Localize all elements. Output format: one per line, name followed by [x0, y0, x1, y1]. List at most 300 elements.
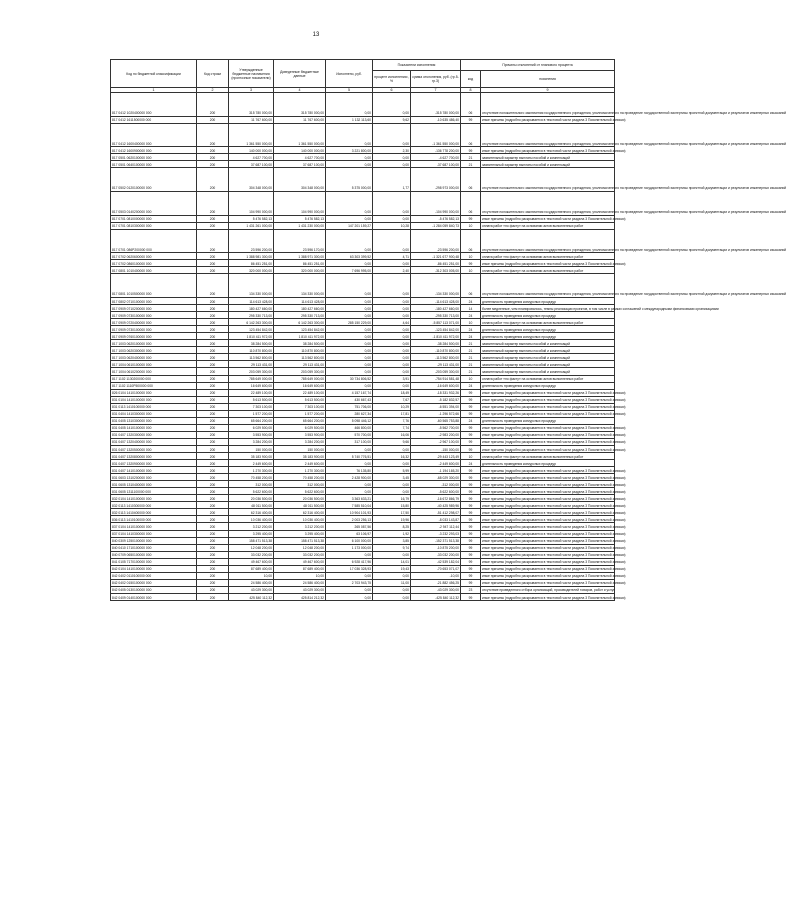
percent-cell: 19,96 — [373, 516, 411, 523]
deviation-cell: -29 443 123,49 — [411, 453, 461, 460]
percent-cell: 18,49 — [373, 389, 411, 396]
page-number: 13 — [312, 32, 320, 38]
row-code-cell: 200 — [197, 312, 229, 319]
col-num: 3 — [229, 88, 274, 93]
kbk-cell: 832 0113 1410300000 000 — [111, 502, 197, 509]
table-row — [111, 215, 615, 222]
deviation-cell: -180 427 660,00 — [411, 305, 461, 312]
reason-code-cell: 99 — [461, 438, 481, 445]
reason-code-cell: 99 — [461, 565, 481, 572]
percent-cell: 11,00 — [373, 579, 411, 586]
reason-code-cell: 99 — [461, 389, 481, 396]
brought-cell: 785 649 000,00 — [274, 375, 326, 382]
reason-cell: иные причины (подробно раскрывается в текстовой части раздела 3 Пояснительной записки) — [481, 474, 615, 481]
row-code-cell: 200 — [197, 116, 229, 123]
executed-cell: 1 173 000,00 — [326, 544, 373, 551]
table-row — [111, 253, 615, 260]
brought-cell: 65 664 200,00 — [274, 417, 326, 424]
table-row — [111, 123, 615, 147]
row-code-cell: 200 — [197, 565, 229, 572]
table-row — [111, 312, 615, 319]
reason-cell: отсутствие положительного заключения государственного учреждения, уполномоченного на проведение государственной экспертизы проектной документации и результатов инженерных изысканий — [481, 123, 615, 147]
row-code-cell: 200 — [197, 586, 229, 593]
approved-cell: 110 870 800,00 — [229, 347, 274, 354]
reason-cell: оплата работ «по факту» на основании актов выполненных работ — [481, 253, 615, 260]
percent-cell: 9,66 — [373, 438, 411, 445]
executed-cell: 4 157 167,74 — [326, 389, 373, 396]
brought-cell: 37 687 100,00 — [274, 161, 326, 168]
brought-cell: 43 029 300,00 — [274, 586, 326, 593]
deviation-cell: -3 232 293,03 — [411, 530, 461, 537]
kbk-cell: 817 0909 0720400000 000 — [111, 319, 197, 326]
percent-cell: 4,71 — [373, 253, 411, 260]
brought-cell: 10,00 — [274, 572, 326, 579]
table-row — [111, 389, 615, 396]
executed-cell: 0,00 — [326, 382, 373, 389]
approved-cell: 180 427 660,00 — [229, 305, 274, 312]
kbk-cell: 831 0605 1310400000 000 — [111, 481, 197, 488]
brought-cell: 48 011 500,00 — [274, 502, 326, 509]
reason-code-cell: 99 — [461, 431, 481, 438]
col-num: 1 — [111, 88, 197, 93]
reason-cell: заявительный характер выплаты пособий и компенсаций — [481, 347, 615, 354]
row-code-cell: 200 — [197, 516, 229, 523]
reason-code-cell: 06 — [461, 191, 481, 215]
brought-cell: 87 689 400,00 — [274, 565, 326, 572]
table-row — [111, 382, 615, 389]
reason-cell: иные причины (подробно раскрывается в текстовой части раздела 3 Пояснительной записки) — [481, 445, 615, 452]
deviation-cell: -40 425 989,96 — [411, 502, 461, 509]
reason-cell: оплата работ «по факту» на основании актов выполненных работ — [481, 375, 615, 382]
table-row — [111, 593, 615, 600]
table-row — [111, 467, 615, 474]
reason-cell: длительность проведения конкурсных процедур — [481, 333, 615, 340]
brought-cell: 86 451 251,00 — [274, 260, 326, 267]
executed-cell: 0,00 — [326, 123, 373, 147]
deviation-cell: -2 967 100,00 — [411, 438, 461, 445]
reason-code-cell: 21 — [461, 154, 481, 161]
reason-code-cell: 24 — [461, 297, 481, 304]
executed-cell: 430 667,43 — [326, 396, 373, 403]
row-code-cell: 200 — [197, 340, 229, 347]
kbk-cell: 836 0113 1410100000 000 — [111, 516, 197, 523]
row-code-cell: 200 — [197, 253, 229, 260]
reason-cell: заявительный характер выплаты пособий и компенсаций — [481, 368, 615, 375]
row-code-cell: 200 — [197, 93, 229, 117]
brought-cell: 104 990 000,00 — [274, 191, 326, 215]
executed-cell: 63 303 399,52 — [326, 253, 373, 260]
brought-cell: 49 467 600,00 — [274, 558, 326, 565]
row-code-cell: 200 — [197, 453, 229, 460]
approved-cell: 150 000,00 — [229, 445, 274, 452]
table-row — [111, 147, 615, 154]
reason-code-cell: 10 — [461, 222, 481, 229]
kbk-cell: 817 0412 1611500000 000 — [111, 116, 197, 123]
reason-code-cell: 99 — [461, 424, 481, 431]
percent-cell: 0,00 — [373, 333, 411, 340]
reason-cell: длительность проведения конкурсных процедур — [481, 417, 615, 424]
approved-cell: 7 303 100,00 — [229, 403, 274, 410]
reason-cell: иные причины (подробно раскрывается в текстовой части раздела 3 Пояснительной записки) — [481, 410, 615, 417]
reason-code-cell: 99 — [461, 467, 481, 474]
deviation-cell: -1 194 165,20 — [411, 467, 461, 474]
kbk-cell: 831 0407 1410100000 000 — [111, 467, 197, 474]
row-code-cell: 200 — [197, 361, 229, 368]
col-num: 5 — [326, 88, 373, 93]
row-code-cell: 200 — [197, 424, 229, 431]
executed-cell: 1 132 113,60 — [326, 116, 373, 123]
kbk-cell: 832 0113 1410400000 000 — [111, 509, 197, 516]
executed-cell: 3 221 800,00 — [326, 147, 373, 154]
approved-cell: 315 780 000,00 — [229, 93, 274, 117]
approved-cell: 12 048 200,00 — [229, 544, 274, 551]
percent-cell: 0,00 — [373, 382, 411, 389]
deviation-cell: -68 029 300,00 — [411, 474, 461, 481]
reason-cell: длительность проведения конкурсных процедур — [481, 312, 615, 319]
brought-cell: 12 048 200,00 — [274, 544, 326, 551]
reason-code-cell: 06 — [461, 123, 481, 147]
percent-cell: 0,00 — [373, 326, 411, 333]
percent-cell: 0,00 — [373, 191, 411, 215]
reason-code-cell: 23 — [461, 586, 481, 593]
deviation-cell: -29 113 431,00 — [411, 361, 461, 368]
approved-cell: 312 000,00 — [229, 481, 274, 488]
reason-code-cell: 99 — [461, 403, 481, 410]
brought-cell: 320 000 000,00 — [274, 267, 326, 274]
kbk-cell: 826 0104 1410100000 000 — [111, 389, 197, 396]
row-code-cell: 200 — [197, 147, 229, 154]
executed-cell: 0,00 — [326, 572, 373, 579]
row-code-cell: 200 — [197, 460, 229, 467]
row-code-cell: 200 — [197, 579, 229, 586]
kbk-cell: 817 1003 0620300000 000 — [111, 347, 197, 354]
brought-cell: 5 622 600,00 — [274, 488, 326, 495]
table-row — [111, 161, 615, 168]
approved-cell: 35 183 900,00 — [229, 453, 274, 460]
kbk-cell: 817 1102 1130200000 000 — [111, 375, 197, 382]
table-row — [111, 453, 615, 460]
brought-cell: 11 767 600,00 — [274, 116, 326, 123]
deviation-cell: -114 613 428,00 — [411, 297, 461, 304]
reason-code-cell: 24 — [461, 460, 481, 467]
percent-cell: 0,00 — [373, 347, 411, 354]
approved-cell: 1 270 300,00 — [229, 467, 274, 474]
deviation-cell: -136 778 200,00 — [411, 147, 461, 154]
row-code-cell: 200 — [197, 438, 229, 445]
reason-cell: более медленные, чем планировалось, темпы реализации проектов, в том числе в рамках соглашений с международными финансовыми организациями — [481, 305, 615, 312]
approved-cell: 65 664 200,00 — [229, 417, 274, 424]
table-row — [111, 403, 615, 410]
header-kbk: Код по бюджетной классификации — [111, 60, 197, 88]
table-row — [111, 516, 615, 523]
approved-cell: 785 649 000,00 — [229, 375, 274, 382]
reason-code-cell: 24 — [461, 333, 481, 340]
percent-cell: 0,00 — [373, 297, 411, 304]
approved-cell: 16 649 600,00 — [229, 382, 274, 389]
percent-cell: 9,62 — [373, 116, 411, 123]
row-code-cell: 200 — [197, 558, 229, 565]
deviation-cell: -60 565 753,88 — [411, 417, 461, 424]
reason-cell: иные причины (подробно раскрывается в текстовой части раздела 3 Пояснительной записки) — [481, 147, 615, 154]
executed-cell: 0,00 — [326, 586, 373, 593]
percent-cell: 1,92 — [373, 530, 411, 537]
row-code-cell: 200 — [197, 333, 229, 340]
table-row — [111, 229, 615, 253]
table-row — [111, 154, 615, 161]
deviation-cell: -10 875 200,00 — [411, 544, 461, 551]
brought-cell: 304 348 000,00 — [274, 168, 326, 192]
executed-cell: 0,00 — [326, 305, 373, 312]
budget-execution-table — [110, 59, 786, 601]
approved-cell: 123 454 842,00 — [229, 326, 274, 333]
percent-cell: 0,00 — [373, 445, 411, 452]
table-row — [111, 222, 615, 229]
brought-cell: 24 586 400,00 — [274, 579, 326, 586]
executed-cell: 0,00 — [326, 229, 373, 253]
deviation-cell: -10,00 — [411, 572, 461, 579]
brought-cell: 134 330 000,00 — [274, 274, 326, 298]
executed-cell: 5 098 446,12 — [326, 417, 373, 424]
kbk-cell: 831 0104 1410100000 000 — [111, 396, 197, 403]
percent-cell: 0,00 — [373, 586, 411, 593]
executed-cell: 7 585 510,04 — [326, 502, 373, 509]
percent-cell: 7,74 — [373, 424, 411, 431]
reason-cell: оплата работ «по факту» на основании актов выполненных работ — [481, 453, 615, 460]
executed-cell: 0,00 — [326, 191, 373, 215]
table-row — [111, 333, 615, 340]
reason-cell: оплата работ «по факту» на основании актов выполненных работ — [481, 222, 615, 229]
approved-cell: 38 284 500,00 — [229, 340, 274, 347]
executed-cell: 76 135,80 — [326, 467, 373, 474]
reason-cell: отсутствие проведенного отбора организаций, производителей товаров, работ и услуг — [481, 586, 615, 593]
executed-cell: 265 087,56 — [326, 523, 373, 530]
brought-cell: 1 361 550 000,00 — [274, 123, 326, 147]
reason-cell: оплата работ «по факту» на основании актов выполненных работ — [481, 267, 615, 274]
brought-cell: 425 814 212,32 — [274, 593, 326, 600]
deviation-cell: -37 687 100,00 — [411, 161, 461, 168]
deviation-cell: -152 371 513,38 — [411, 537, 461, 544]
reason-cell: отсутствие положительного заключения государственного учреждения, уполномоченного на проведение государственной экспертизы проектной документации и результатов инженерных изысканий — [481, 93, 615, 117]
deviation-cell: -43 029 300,00 — [411, 586, 461, 593]
reason-cell: иные причины (подробно раскрывается в текстовой части раздела 3 Пояснительной записки) — [481, 502, 615, 509]
percent-cell: 0,00 — [373, 93, 411, 117]
executed-cell: 0,00 — [326, 326, 373, 333]
deviation-cell: -86 451 251,00 — [411, 260, 461, 267]
row-code-cell: 200 — [197, 467, 229, 474]
reason-cell: иные причины (подробно раскрывается в текстовой части раздела 3 Пояснительной записки) — [481, 260, 615, 267]
header-reasons-group: Причины отклонений от планового процента — [461, 60, 615, 71]
brought-cell: 5 476 582,13 — [274, 215, 326, 222]
brought-cell: 6 142 263 300,00 — [274, 319, 326, 326]
reason-cell: заявительный характер выплаты пособий и компенсаций — [481, 354, 615, 361]
brought-cell: 4 627 700,00 — [274, 154, 326, 161]
table-row — [111, 572, 615, 579]
table-row — [111, 502, 615, 509]
deviation-cell: -123 454 842,00 — [411, 326, 461, 333]
table-row — [111, 509, 615, 516]
approved-cell: 1 431 261 000,00 — [229, 222, 274, 229]
table-row — [111, 340, 615, 347]
row-code-cell: 200 — [197, 215, 229, 222]
percent-cell: 5,99 — [373, 467, 411, 474]
deviation-cell: -1 361 550 000,00 — [411, 123, 461, 147]
deviation-cell: -150 000,00 — [411, 445, 461, 452]
table-row — [111, 260, 615, 267]
kbk-cell: 817 0909 0760100000 000 — [111, 333, 197, 340]
deviation-cell: -315 780 000,00 — [411, 93, 461, 117]
header-indicators-group: Показатели исполнения — [373, 60, 461, 71]
row-code-cell: 200 — [197, 191, 229, 215]
deviation-cell: -33 032 200,00 — [411, 551, 461, 558]
executed-cell: 285 150 229,00 — [326, 319, 373, 326]
kbk-cell: 831 0605 1311100000 000 — [111, 488, 197, 495]
executed-cell: 2 428 900,00 — [326, 474, 373, 481]
kbk-cell: 817 0501 0640100000 000 — [111, 161, 197, 168]
header-deviation: сумма отклонения, руб. (гр.5-гр.3) — [411, 71, 461, 88]
kbk-cell: 817 0909 0730100000 000 — [111, 312, 197, 319]
deviation-cell: -21 882 456,25 — [411, 579, 461, 586]
reason-code-cell: 99 — [461, 523, 481, 530]
table-row — [111, 191, 615, 215]
percent-cell: 0,00 — [373, 593, 411, 600]
percent-cell: 2,40 — [373, 267, 411, 274]
reason-code-cell: 99 — [461, 530, 481, 537]
reason-cell: отсутствие положительного заключения государственного учреждения, уполномоченного на проведение государственной экспертизы проектной документации и результатов инженерных изысканий — [481, 168, 615, 192]
row-code-cell: 200 — [197, 161, 229, 168]
percent-cell: 0,00 — [373, 154, 411, 161]
row-code-cell: 200 — [197, 297, 229, 304]
executed-cell: 6 928 417,96 — [326, 558, 373, 565]
percent-cell: 0,00 — [373, 361, 411, 368]
approved-cell: 1 810 411 972,00 — [229, 333, 274, 340]
executed-cell: 466 800,00 — [326, 424, 373, 431]
reason-code-cell: 06 — [461, 93, 481, 117]
percent-cell: 2,30 — [373, 147, 411, 154]
percent-cell: 19,43 — [373, 565, 411, 572]
table-row — [111, 297, 615, 304]
executed-cell: 3 363 633,21 — [326, 495, 373, 502]
brought-cell: 295 330 713,00 — [274, 312, 326, 319]
percent-cell: 0,00 — [373, 274, 411, 298]
reason-cell: иные причины (подробно раскрывается в текстовой части раздела 3 Пояснительной записки) — [481, 544, 615, 551]
deviation-cell: -2 983 200,00 — [411, 431, 461, 438]
deviation-cell: -8 033 143,87 — [411, 516, 461, 523]
kbk-cell: 831 0407 1320400000 000 — [111, 438, 197, 445]
percent-cell: 3,45 — [373, 474, 411, 481]
percent-cell: 14,01 — [373, 558, 411, 565]
kbk-cell: 817 0801 1010400000 000 — [111, 267, 197, 274]
kbk-cell: 841 0105 7170100000 000 — [111, 558, 197, 565]
percent-cell: 1,77 — [373, 168, 411, 192]
reason-code-cell: 10 — [461, 267, 481, 274]
brought-cell: 33 032 200,00 — [274, 551, 326, 558]
reason-code-cell: 24 — [461, 326, 481, 333]
row-code-cell: 200 — [197, 319, 229, 326]
kbk-cell: 842 0402 0150100000 000 — [111, 579, 197, 586]
kbk-cell: 831 0404 1410300000 000 — [111, 410, 197, 417]
table-row — [111, 361, 615, 368]
reason-code-cell: 99 — [461, 396, 481, 403]
brought-cell: 1 577 200,00 — [274, 410, 326, 417]
table-row — [111, 410, 615, 417]
deviation-cell: -16 672 866,79 — [411, 495, 461, 502]
table-row — [111, 305, 615, 312]
percent-cell: 0,00 — [373, 572, 411, 579]
reason-cell: иные причины (подробно раскрывается в текстовой части раздела 3 Пояснительной записки) — [481, 481, 615, 488]
kbk-cell: 817 0702 0860100000 000 — [111, 260, 197, 267]
reason-code-cell: 10 — [461, 253, 481, 260]
executed-cell: 30 734 806,52 — [326, 375, 373, 382]
percent-cell: 17,81 — [373, 410, 411, 417]
reason-code-cell: 21 — [461, 354, 481, 361]
reason-code-cell: 06 — [461, 168, 481, 192]
reason-code-cell: 99 — [461, 579, 481, 586]
executed-cell: 0,00 — [326, 481, 373, 488]
deviation-cell: -23 596 200,00 — [411, 229, 461, 253]
reason-cell: длительность проведения конкурсных процедур — [481, 326, 615, 333]
kbk-cell: 831 0405 1310300000 000 — [111, 417, 197, 424]
table-row — [111, 481, 615, 488]
percent-cell: 0,00 — [373, 340, 411, 347]
kbk-cell: 831 0407 1320500000 000 — [111, 445, 197, 452]
percent-cell: 0,00 — [373, 215, 411, 222]
deviation-cell: -2 947 112,44 — [411, 523, 461, 530]
reason-cell: иные причины (подробно раскрывается в текстовой части раздела 3 Пояснительной записки) — [481, 516, 615, 523]
approved-cell: 5 613 500,00 — [229, 396, 274, 403]
reason-cell: иные причины (подробно раскрывается в текстовой части раздела 3 Пояснительной записки) — [481, 558, 615, 565]
reason-code-cell: 99 — [461, 509, 481, 516]
percent-cell: 0,00 — [373, 123, 411, 147]
brought-cell: 150 000,00 — [274, 445, 326, 452]
row-code-cell: 200 — [197, 260, 229, 267]
percent-cell: 16,06 — [373, 431, 411, 438]
approved-cell: 37 687 100,00 — [229, 161, 274, 168]
reason-cell: иные причины (подробно раскрывается в текстовой части раздела 3 Пояснительной записки) — [481, 593, 615, 600]
brought-cell: 110 870 800,00 — [274, 347, 326, 354]
approved-cell: 70 458 200,00 — [229, 474, 274, 481]
deviation-cell: -5 562 700,00 — [411, 424, 461, 431]
percent-cell: 0,00 — [373, 460, 411, 467]
table-row — [111, 375, 615, 382]
approved-cell: 104 990 000,00 — [229, 191, 274, 215]
brought-cell: 123 454 842,00 — [274, 326, 326, 333]
row-code-cell: 200 — [197, 488, 229, 495]
row-code-cell: 200 — [197, 445, 229, 452]
percent-cell: 4,64 — [373, 319, 411, 326]
kbk-cell: 832 0104 1410100000 000 — [111, 495, 197, 502]
brought-cell: 113 562 800,00 — [274, 354, 326, 361]
deviation-cell: -1 810 411 972,00 — [411, 333, 461, 340]
brought-cell: 10 036 400,00 — [274, 516, 326, 523]
percent-cell: 17,50 — [373, 509, 411, 516]
approved-cell: 140 000 000,00 — [229, 147, 274, 154]
executed-cell: 0,00 — [326, 347, 373, 354]
approved-cell: 24 586 400,00 — [229, 579, 274, 586]
reason-cell: иные причины (подробно раскрывается в текстовой части раздела 3 Пояснительной записки) — [481, 403, 615, 410]
reason-code-cell: 99 — [461, 488, 481, 495]
executed-cell: 17 036 328,93 — [326, 565, 373, 572]
row-code-cell: 200 — [197, 368, 229, 375]
reason-code-cell: 24 — [461, 312, 481, 319]
row-code-cell: 200 — [197, 593, 229, 600]
executed-cell: 0,00 — [326, 551, 373, 558]
approved-cell: 62 316 400,00 — [229, 509, 274, 516]
kbk-cell: 817 1004 0610200000 000 — [111, 368, 197, 375]
row-code-cell: 200 — [197, 509, 229, 516]
deviation-cell: -312 303 005,00 — [411, 267, 461, 274]
reason-code-cell: 06 — [461, 274, 481, 298]
row-code-cell: 200 — [197, 389, 229, 396]
